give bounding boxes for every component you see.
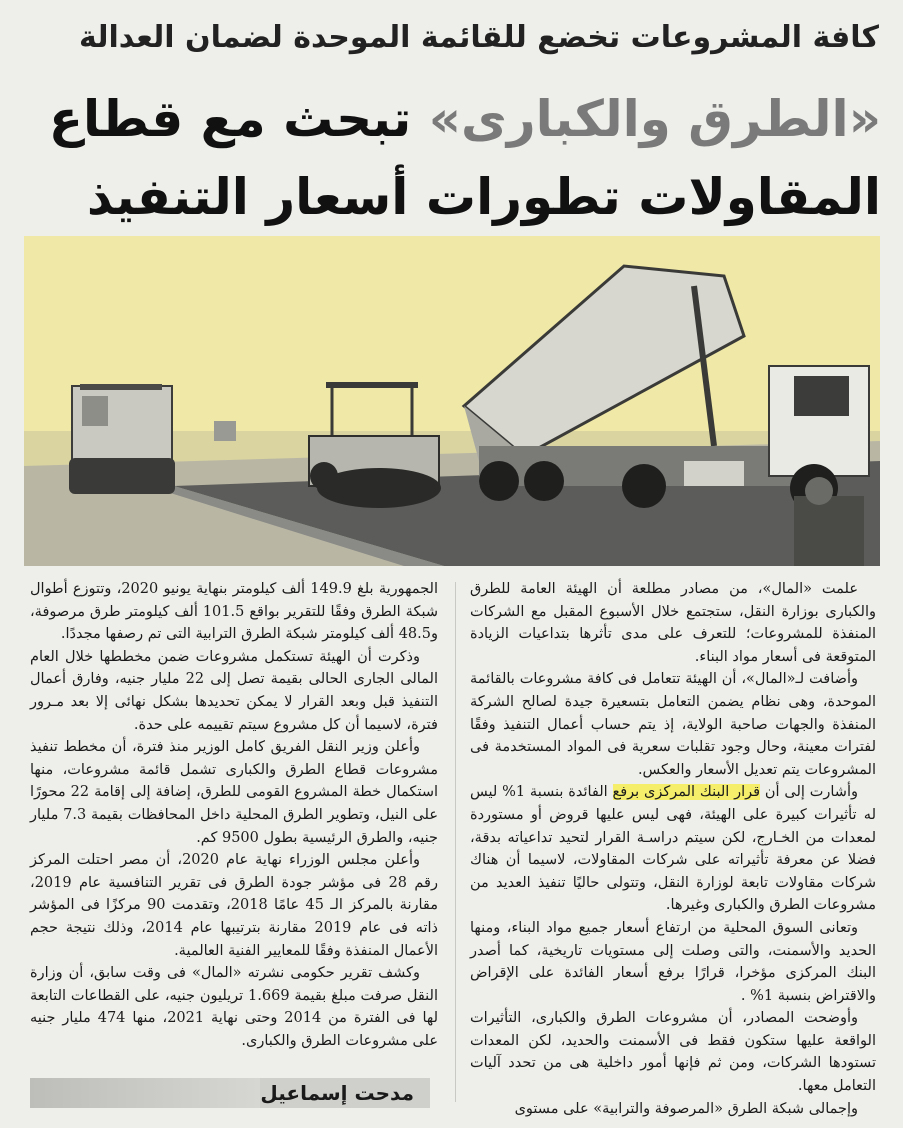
- article-headline: [48, 80, 881, 236]
- paragraph: وإجمالى شبكة الطرق «المرصوفة والترابية» على مستوى: [514, 1100, 858, 1117]
- highlighted-text: قرار البنك المركزى برفع: [612, 784, 761, 801]
- article-photo: [24, 236, 880, 566]
- roller-left: [69, 384, 175, 494]
- paragraph: وتعانى السوق المحلية من ارتفاع أسعار جميع مواد البناء، ومنها الحديد والأسمنت، والتى وصلت إلى مستويات تاريخية، كما أصدر البنك المركزى مؤخرا، قرارًا برفع أسعار الفائدة على الإقراض والاقتراض بنسبة 1% .: [470, 919, 876, 1004]
- author-byline: مدحت إسماعيل: [260, 1081, 414, 1105]
- article-column-right: [470, 578, 876, 1120]
- byline-shade: [30, 1078, 260, 1108]
- article-kicker: كافة المشروعات تخضع للقائمة الموحدة لضمان العدالة: [79, 20, 879, 55]
- article-column-left: [30, 578, 438, 1052]
- paragraph: وأضافت لـ«المال»، أن الهيئة تتعامل فى كافة مشروعات بالقائمة الموحدة، وهى نظام يضمن التعامل بتسعيرة جيدة لصالح الشركة المنفذة والجهات صاحبة الولاية، إذ يتم حساب أعمال التنفيذ وفقًا لفترات معينة، وحال وجود تقلبات سعرية فى المواد المستخدمة فى المشروعات يتم تعديل الأسعار والعكس.: [470, 671, 876, 778]
- byline-bar: [30, 1078, 430, 1108]
- paragraph-text: الفائدة بنسبة 1% ليس له تأثيرات كبيرة على الهيئة، فهى ليس عليها قروض أو مستوردة لمعدات من الخـارج، لكن سيتم دراسـة القرار لتحيد تداعياته بدقة، فضلا عن معرفة تأثيراته على شركات المقاولات، لاسيما أن هناك شركات مقاولات تابعة لوزارة النقل، وتتولى حاليًا تنفيذ العديد من مشروعات الطرق والكبارى وغيرها.: [470, 784, 876, 914]
- paragraph: وذكرت أن الهيئة تستكمل مشروعات ضمن مخططها خلال العام المالى الجارى الحالى بقيمة تصل إلى 22 مليار جنيه، وفارق أعمال التنفيذ قبل وبعد القرار لا يمكن تحديدها بشكل نهائى إلا بعد مـرور فترة، لاسيما أن كل مشروع سيتم تقييمه على حدة.: [30, 648, 438, 733]
- headline-line-2: المقاولات تطورات أسعار التنفيذ: [86, 168, 881, 226]
- paragraph: وأعلن وزير النقل الفريق كامل الوزير منذ فترة، أن مخطط تنفيذ مشروعات قطاع الطرق والكبارى تشمل قائمة مشروعات، منها استكمال خطة المشروع القومى للطرق، إضافة إلى إقامة 22 محورًا على النيل، وتطوير الطرق المحلية داخل المحافظات بقيمة 7.3 مليار جنيه، والطرق الرئيسية بطول 9500 كم.: [30, 739, 438, 846]
- headline-highlight: «الطرق والكبارى»: [428, 90, 881, 148]
- column-divider: [455, 582, 456, 1102]
- paragraph: الجمهورية بلغ 149.9 ألف كيلومتر بنهاية يونيو 2020، وتتوزع أطوال شبكة الطرق وفقًا للتقرير بواقع 101.5 ألف كيلومتر طرق مرصوفة، و48.5 ألف كيلومتر شبكة الطرق الترابية التى تم رصفها مجددًا.: [30, 581, 438, 643]
- paragraph: علمت «المال»، من مصادر مطلعة أن الهيئة العامة للطرق والكبارى بوزارة النقل، ستجتمع خلال الأسبوع المقبل مع الشركات المنفذة للمشروعات؛ للتعرف على مدى تأثرها بتداعيات الزيادة المتوقعة فى أسعار مواد البناء.: [470, 581, 876, 665]
- road-paving-photo: [24, 236, 880, 566]
- paragraph: وكشف تقرير حكومى نشرته «المال» فى وقت سابق، أن وزارة النقل صرفت مبلغ بقيمة 1.669 تريليون جنيه، على القطاعات التابعة لها فى الفترة من 2014 وحتى نهاية 2021، منها 474 مليار جنيه على مشروعات الطرق والكبارى.: [30, 965, 438, 1049]
- headline-line-1: [48, 80, 881, 158]
- headline-line-1-rest: تبحث مع قطاع: [48, 90, 429, 148]
- paragraph-text: وأشارت إلى أن: [760, 784, 858, 801]
- paragraph: [470, 781, 876, 917]
- paragraph: وأعلن مجلس الوزراء نهاية عام 2020، أن مصر احتلت المركز رقم 28 فى مؤشر جودة الطرق فى تقرير التنافسية عام 2019، مقارنة بالمركز الـ 45 عامًا 2018، وتقدمت 90 مركزًا فى المؤشر ذاته فى عام 2019 مقارنة بترتيبها عام 2014، وذلك نتيجة حجم الأعمال المنفذة وفقًا للمعايير الفنية العالمية.: [30, 852, 439, 959]
- paragraph: وأوضحت المصادر، أن مشروعات الطرق والكبارى، التأثيرات الواقعة عليها ستكون فقط فى الأسمنت والحديد، لكن المعدات تستودها الشركات، ومن ثم فإنها أمور داخلية هى من تحدد آليات التعامل معها.: [470, 1010, 876, 1095]
